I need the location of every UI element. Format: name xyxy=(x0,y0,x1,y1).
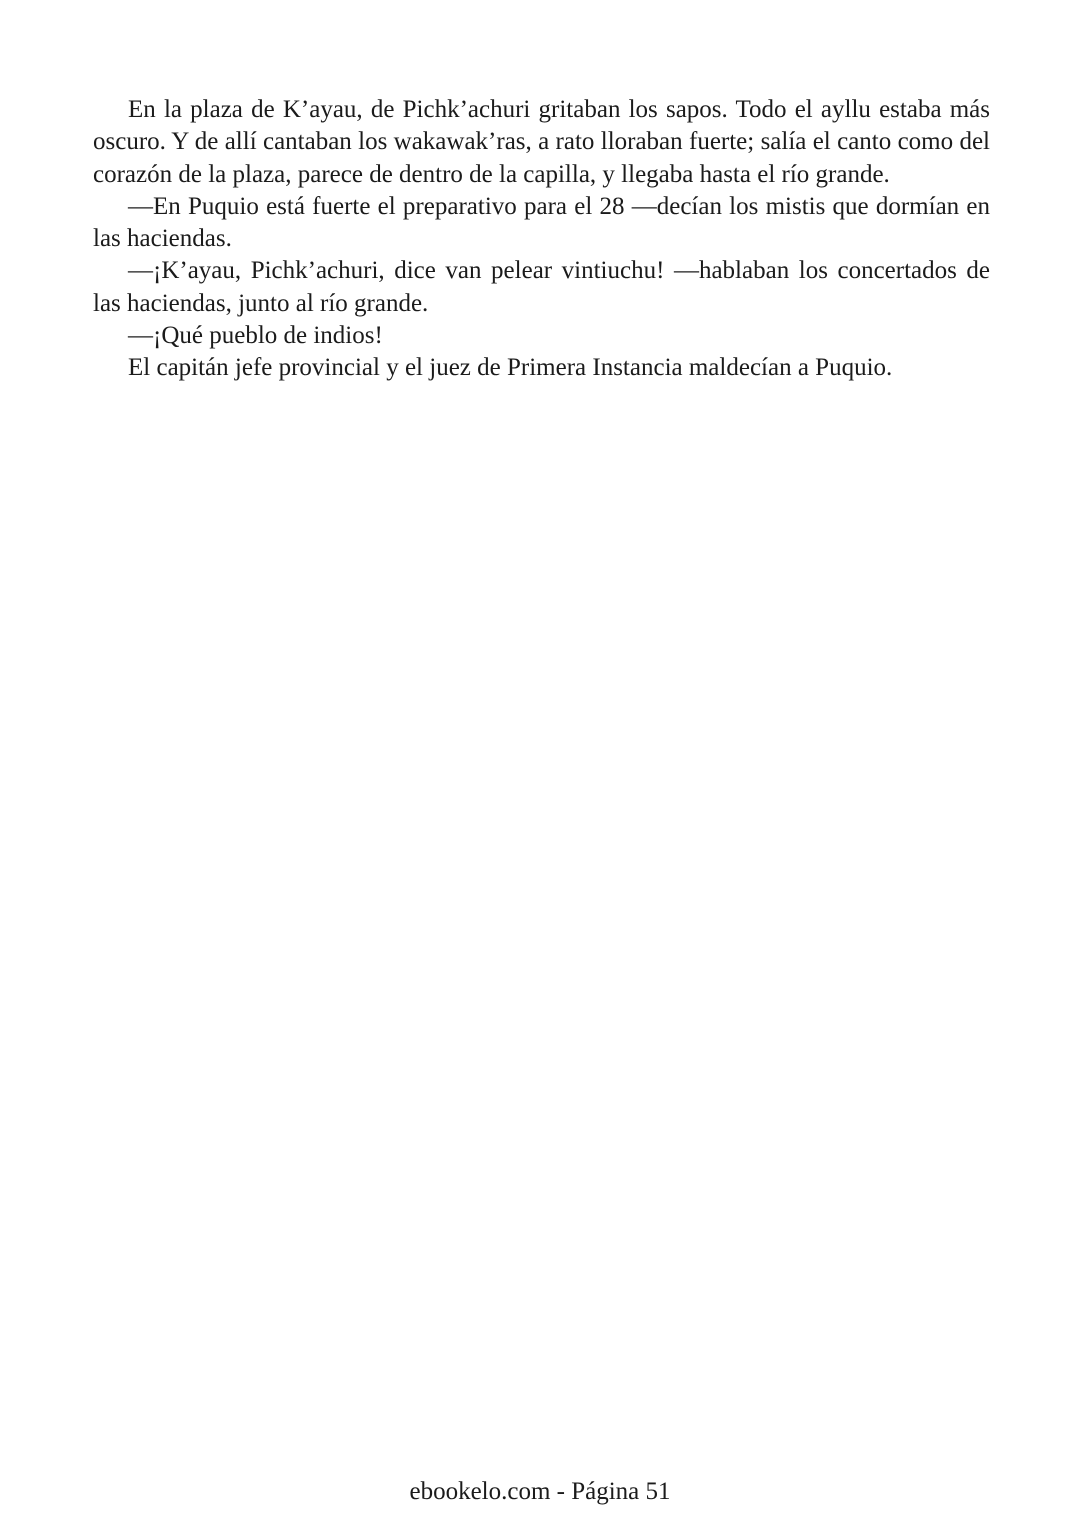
page-text-block xyxy=(93,94,990,385)
paragraph-narrative-1: En la plaza de K’ayau, de Pichk’achuri gritaban los sapos. Todo el ayllu estaba más oscuro. Y de allí cantaban los wakawak’ras, a rato lloraban fuerte; salía el canto como del corazón de la plaza, parece de dentro de la capilla, y llegaba hasta el río grande. xyxy=(93,96,990,188)
page-footer: ebookelo.com - Página 51 xyxy=(409,1478,671,1505)
paragraph-dialogue-1: —En Puquio está fuerte el preparativo para el 28 —decían los mistis que dormían en las haciendas. xyxy=(93,192,990,253)
paragraph-dialogue-2: —¡K’ayau, Pichk’achuri, dice van pelear vintiuchu! —hablaban los concertados de las haciendas, junto al río grande. xyxy=(93,257,990,317)
paragraph-narrative-2: El capitán jefe provincial y el juez de Primera Instancia maldecían a Puquio. xyxy=(128,354,893,382)
paragraph-dialogue-3: —¡Qué pueblo de indios! xyxy=(128,322,383,350)
